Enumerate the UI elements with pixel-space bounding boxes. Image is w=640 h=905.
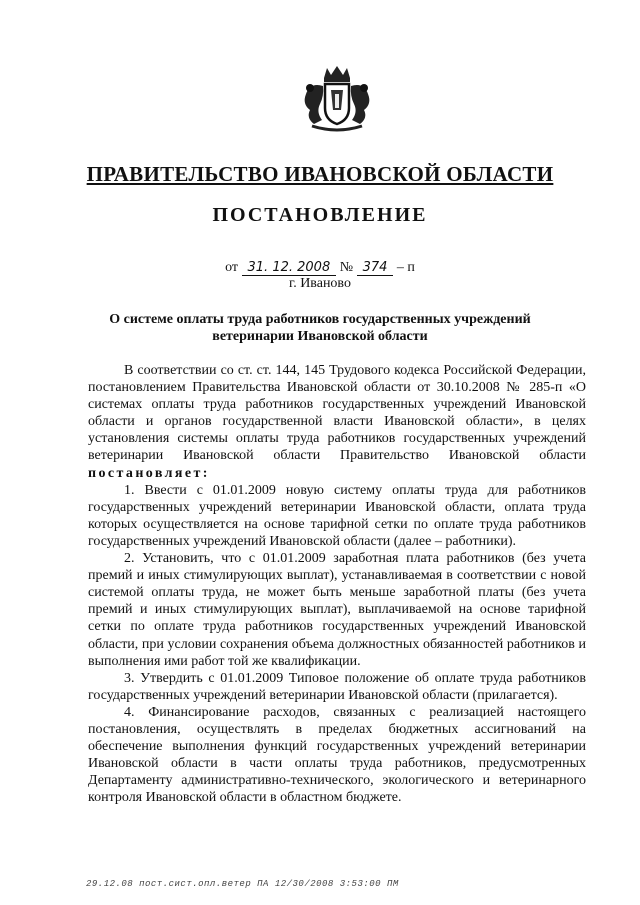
number-label: № — [339, 260, 354, 275]
subject-line-2: ветеринарии Ивановской области — [212, 329, 428, 344]
preamble-paragraph — [88, 362, 586, 482]
document-type-heading: ПОСТАНОВЛЕНИЕ — [212, 204, 428, 226]
government-title: ПРАВИТЕЛЬСТВО ИВАНОВСКОЙ ОБЛАСТИ — [86, 162, 554, 186]
city-line: г. Иваново — [289, 276, 351, 291]
paragraph-4: 4. Финансирование расходов, связанных с реализацией настоящего постановления, осуществлять в пределах бюджетных ассигнований на обеспечение выполнения функций государственных учреждений ветеринарии Ивановской области в части оплаты труда работников, предусмотренных Департаменту административно-технического, экологического и ветеринарного контроля Ивановской области в областном бюджете. — [88, 704, 586, 806]
registration-line — [0, 260, 640, 276]
number-suffix: – п — [396, 260, 415, 275]
coat-of-arms-icon — [296, 64, 378, 134]
document-body — [88, 362, 586, 806]
paragraph-2: 2. Установить, что с 01.01.2009 заработная плата работников (без учета премий и иных стимулирующих выплат), устанавливаемая в соответствии с новой системой оплаты труда, не может быть меньше заработной платы (без учета премий и иных стимулирующих выплат), выплачиваемой на основе тарифной сетки по оплате труда работников государственных учреждений Ивановской области, при условии сохранения объема должностных обязанностей работников и выполнения ими работ той же квалификации. — [88, 551, 586, 669]
preamble-text: В соответствии со ст. ст. 144, 145 Трудового кодекса Российской Федерации, постановлением Правительства Ивановской области от 30.10.2008 № 285-п «О системах оплаты труда работников государственных учреждений Ивановской области и органов государственной власти Ивановской области», в целях установления системы оплаты труда работников государственных учреждений ветеринарии Ивановской области Правительство Ивановской области — [88, 363, 586, 464]
from-label: от — [225, 260, 239, 275]
decree-word: постановляет: — [88, 465, 210, 481]
subject-line-1: О системе оплаты труда работников государственных учреждений — [109, 312, 531, 327]
paragraph-3: 3. Утвердить с 01.01.2009 Типовое положение об оплате труда работников государственных учреждений ветеринарии Ивановской области (прилагается). — [88, 670, 586, 703]
paragraph-1: 1. Ввести с 01.01.2009 новую систему оплаты труда для работников государственных учреждений ветеринарии Ивановской области, оплата труда которых осуществляется на основе тарифной сетки по оплате труда работников государственных учреждений Ивановской области (далее – работники). — [88, 482, 586, 549]
handwritten-date: 31. 12. 2008 — [242, 261, 337, 276]
fax-footer-line: 29.12.08 пост.сист.опл.ветер ПА 12/30/2008 3:53:00 ПМ — [86, 879, 399, 889]
document-subject — [60, 311, 580, 345]
handwritten-number: 374 — [357, 261, 394, 276]
